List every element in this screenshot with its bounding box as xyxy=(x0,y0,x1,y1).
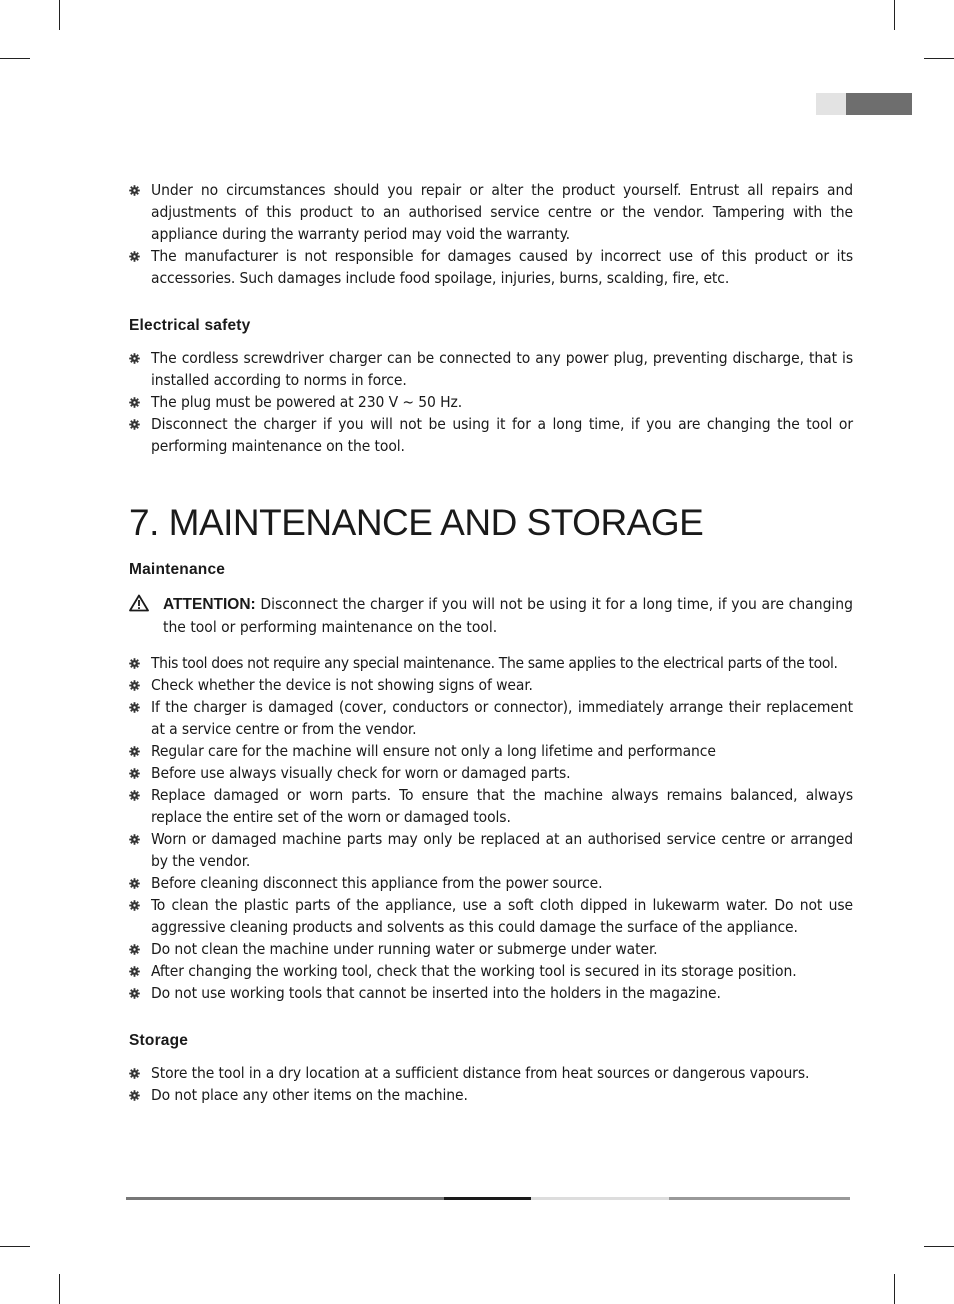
page-content xyxy=(129,179,853,1106)
crop-mark xyxy=(0,58,30,59)
header-tab-light xyxy=(816,93,846,115)
list-item-text: Check whether the device is not showing signs of wear. xyxy=(151,676,533,694)
list-item xyxy=(129,828,853,872)
header-tab-dark xyxy=(846,93,912,115)
gear-bullet-icon xyxy=(129,1090,140,1101)
gear-bullet-icon xyxy=(129,185,140,196)
list-item xyxy=(129,696,853,740)
crop-mark xyxy=(924,58,954,59)
gear-bullet-icon xyxy=(129,702,140,713)
gear-bullet-icon xyxy=(129,746,140,757)
crop-mark xyxy=(894,0,895,30)
list-item xyxy=(129,762,853,784)
maintenance-heading: Maintenance xyxy=(129,561,226,578)
attention-note xyxy=(129,593,853,638)
gear-bullet-icon xyxy=(129,790,140,801)
gear-bullet-icon xyxy=(129,658,140,669)
footer-rule-segment xyxy=(669,1197,850,1200)
list-item-text: Do not use working tools that cannot be inserted into the holders in the magazine. xyxy=(151,984,721,1002)
crop-mark xyxy=(0,1246,30,1247)
list-item xyxy=(129,960,853,982)
gear-bullet-icon xyxy=(129,768,140,779)
electrical-safety-list xyxy=(129,347,853,457)
maintenance-list xyxy=(129,652,853,1004)
list-item-text: This tool does not require any special maintenance. The same applies to the electrical parts of the tool. xyxy=(151,654,838,672)
list-item-text: The manufacturer is not responsible for damages caused by incorrect use of this product or its accessories. Such damages include food spoilage, injuries, burns, scalding, fire, etc. xyxy=(151,247,853,287)
attention-label: ATTENTION: xyxy=(163,596,256,613)
list-item-text: Do not clean the machine under running water or submerge under water. xyxy=(151,940,658,958)
storage-list xyxy=(129,1062,853,1106)
list-item-text: The cordless screwdriver charger can be connected to any power plug, preventing discharge, that is installed according to norms in force. xyxy=(151,349,853,389)
list-item-text: Store the tool in a dry location at a sufficient distance from heat sources or dangerous vapours. xyxy=(151,1064,810,1082)
electrical-safety-heading: Electrical safety xyxy=(129,317,251,334)
list-item-text: The plug must be powered at 230 V ~ 50 Hz. xyxy=(151,393,463,411)
gear-bullet-icon xyxy=(129,878,140,889)
storage-heading: Storage xyxy=(129,1032,189,1049)
list-item-text: If the charger is damaged (cover, conductors or connector), immediately arrange their replacement at a service centre or from the vendor. xyxy=(151,698,853,738)
list-item-text: Do not place any other items on the machine. xyxy=(151,1086,468,1104)
list-item xyxy=(129,245,853,289)
intro-list xyxy=(129,179,853,289)
gear-bullet-icon xyxy=(129,353,140,364)
list-item xyxy=(129,413,853,457)
gear-bullet-icon xyxy=(129,397,140,408)
crop-mark xyxy=(924,1246,954,1247)
list-item xyxy=(129,652,853,674)
gear-bullet-icon xyxy=(129,419,140,430)
list-item xyxy=(129,784,853,828)
list-item xyxy=(129,982,853,1004)
list-item xyxy=(129,179,853,245)
list-item-text: Disconnect the charger if you will not be using it for a long time, if you are changing the tool or performing maintenance on the tool. xyxy=(151,415,853,455)
list-item xyxy=(129,938,853,960)
crop-mark xyxy=(59,1274,60,1304)
list-item-text: Replace damaged or worn parts. To ensure that the machine always remains balanced, always replace the entire set of the worn or damaged tools. xyxy=(151,786,853,826)
footer-rule-segment xyxy=(126,1197,444,1200)
list-item xyxy=(129,1084,853,1106)
warning-triangle-icon xyxy=(129,594,149,612)
list-item-text: Before cleaning disconnect this appliance from the power source. xyxy=(151,874,603,892)
list-item-text: After changing the working tool, check that the working tool is secured in its storage position. xyxy=(151,962,797,980)
gear-bullet-icon xyxy=(129,944,140,955)
list-item-text: Worn or damaged machine parts may only be replaced at an authorised service centre or arranged by the vendor. xyxy=(151,830,853,870)
list-item xyxy=(129,894,853,938)
list-item xyxy=(129,347,853,391)
footer-rule-segment xyxy=(444,1197,531,1200)
gear-bullet-icon xyxy=(129,251,140,262)
footer-rule-segment xyxy=(531,1197,669,1200)
section-title: 7. MAINTENANCE AND STORAGE xyxy=(129,502,704,543)
list-item xyxy=(129,391,853,413)
gear-bullet-icon xyxy=(129,900,140,911)
list-item xyxy=(129,1062,853,1084)
list-item-text: Regular care for the machine will ensure not only a long lifetime and performance xyxy=(151,742,716,760)
list-item-text: To clean the plastic parts of the appliance, use a soft cloth dipped in lukewarm water. Do not use aggressive cleaning products and solvents as this could damage the surface of the appliance. xyxy=(151,896,853,936)
gear-bullet-icon xyxy=(129,1068,140,1079)
list-item xyxy=(129,872,853,894)
gear-bullet-icon xyxy=(129,988,140,999)
list-item xyxy=(129,674,853,696)
gear-bullet-icon xyxy=(129,834,140,845)
list-item-text: Before use always visually check for worn or damaged parts. xyxy=(151,764,571,782)
crop-mark xyxy=(59,0,60,30)
list-item xyxy=(129,740,853,762)
gear-bullet-icon xyxy=(129,966,140,977)
attention-text: Disconnect the charger if you will not be using it for a long time, if you are changing the tool or performing maintenance on the tool. xyxy=(163,595,853,636)
gear-bullet-icon xyxy=(129,680,140,691)
list-item-text: Under no circumstances should you repair or alter the product yourself. Entrust all repairs and adjustments of this product to an authorised service centre or the vendor. Tampering with the appliance during the warranty period may void the warranty. xyxy=(151,181,853,243)
crop-mark xyxy=(894,1274,895,1304)
